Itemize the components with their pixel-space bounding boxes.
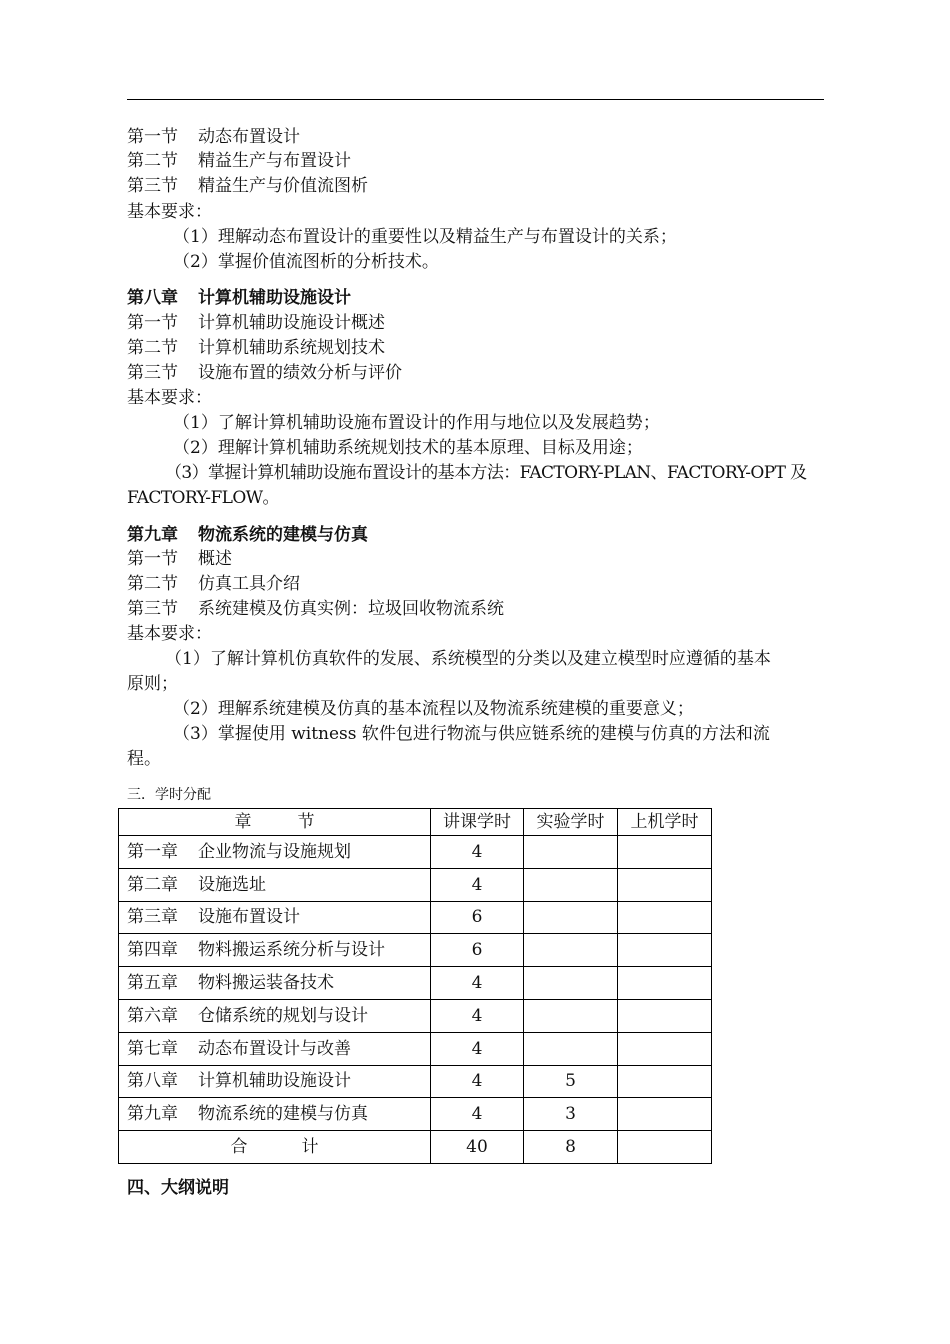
hours-table	[118, 808, 712, 1164]
table-row: 第二章 设施选址 4	[119, 868, 712, 901]
section-line: 第二节 仿真工具介绍	[127, 574, 300, 594]
requirement-item: （2）理解系统建模及仿真的基本流程以及物流系统建模的重要意义；	[173, 699, 694, 719]
total-lab: 8	[524, 1131, 618, 1164]
table-total-row	[119, 1131, 712, 1164]
section-line: 第三节 设施布置的绩效分析与评价	[127, 363, 402, 383]
requirement-item-continued: 原则；	[127, 674, 178, 694]
total-lecture: 40	[431, 1131, 524, 1164]
requirements-label: 基本要求：	[127, 202, 212, 222]
requirement-item: （1）了解计算机辅助设施布置设计的作用与地位以及发展趋势；	[173, 413, 660, 433]
header-computer: 上机学时	[618, 809, 712, 836]
table-row: 第五章 物料搬运装备技术 4	[119, 967, 712, 1000]
requirements-label: 基本要求：	[127, 388, 212, 408]
section-line: 第一节 计算机辅助设施设计概述	[127, 313, 385, 333]
chapter-heading: 第八章 计算机辅助设施设计	[127, 288, 351, 308]
table-header-row	[119, 809, 712, 836]
requirement-item: （3）掌握使用 witness 软件包进行物流与供应链系统的建模与仿真的方法和流	[173, 724, 770, 744]
requirement-item: （2）掌握价值流图析的分析技术。	[173, 252, 439, 272]
table-row: 第一章 企业物流与设施规划 4	[119, 836, 712, 869]
section-line: 第一节 概述	[127, 549, 232, 569]
section-line: 第一节 动态布置设计	[127, 127, 300, 147]
table-row: 第四章 物料搬运系统分析与设计 6	[119, 934, 712, 967]
table-row: 第八章 计算机辅助设施设计 4 5	[119, 1065, 712, 1098]
total-computer	[618, 1131, 712, 1164]
section-line: 第二节 计算机辅助系统规划技术	[127, 338, 385, 358]
requirement-item-continued: 程。	[127, 749, 161, 769]
table-row: 第六章 仓储系统的规划与设计 4	[119, 999, 712, 1032]
requirement-item: （1）了解计算机仿真软件的发展、系统模型的分类以及建立模型时应遵循的基本	[165, 649, 771, 669]
total-label: 合 计	[119, 1131, 431, 1164]
chapter-heading: 第九章 物流系统的建模与仿真	[127, 525, 368, 545]
header-rule	[127, 99, 824, 100]
section-line: 第三节 系统建模及仿真实例：垃圾回收物流系统	[127, 599, 504, 619]
requirement-item: （3）掌握计算机辅助设施布置设计的基本方法：FACTORY-PLAN、FACTORY-OPT 及	[165, 463, 807, 483]
section-line: 第二节 精益生产与布置设计	[127, 151, 351, 171]
section-heading: 四、大纲说明	[127, 1178, 229, 1198]
section-line: 第三节 精益生产与价值流图析	[127, 176, 368, 196]
requirements-label: 基本要求：	[127, 624, 212, 644]
requirement-item: （2）理解计算机辅助系统规划技术的基本原理、目标及用途；	[173, 438, 643, 458]
table-row: 第九章 物流系统的建模与仿真 4 3	[119, 1098, 712, 1131]
requirement-item: （1）理解动态布置设计的重要性以及精益生产与布置设计的关系；	[173, 227, 677, 247]
header-lab: 实验学时	[524, 809, 618, 836]
header-chapter-section: 章 节	[119, 809, 431, 836]
requirement-item-continued: FACTORY-FLOW。	[127, 488, 279, 508]
header-lecture: 讲课学时	[431, 809, 524, 836]
table-row: 第七章 动态布置设计与改善 4	[119, 1032, 712, 1065]
section-title: 三．学时分配	[127, 787, 211, 803]
table-row: 第三章 设施布置设计 6	[119, 901, 712, 934]
